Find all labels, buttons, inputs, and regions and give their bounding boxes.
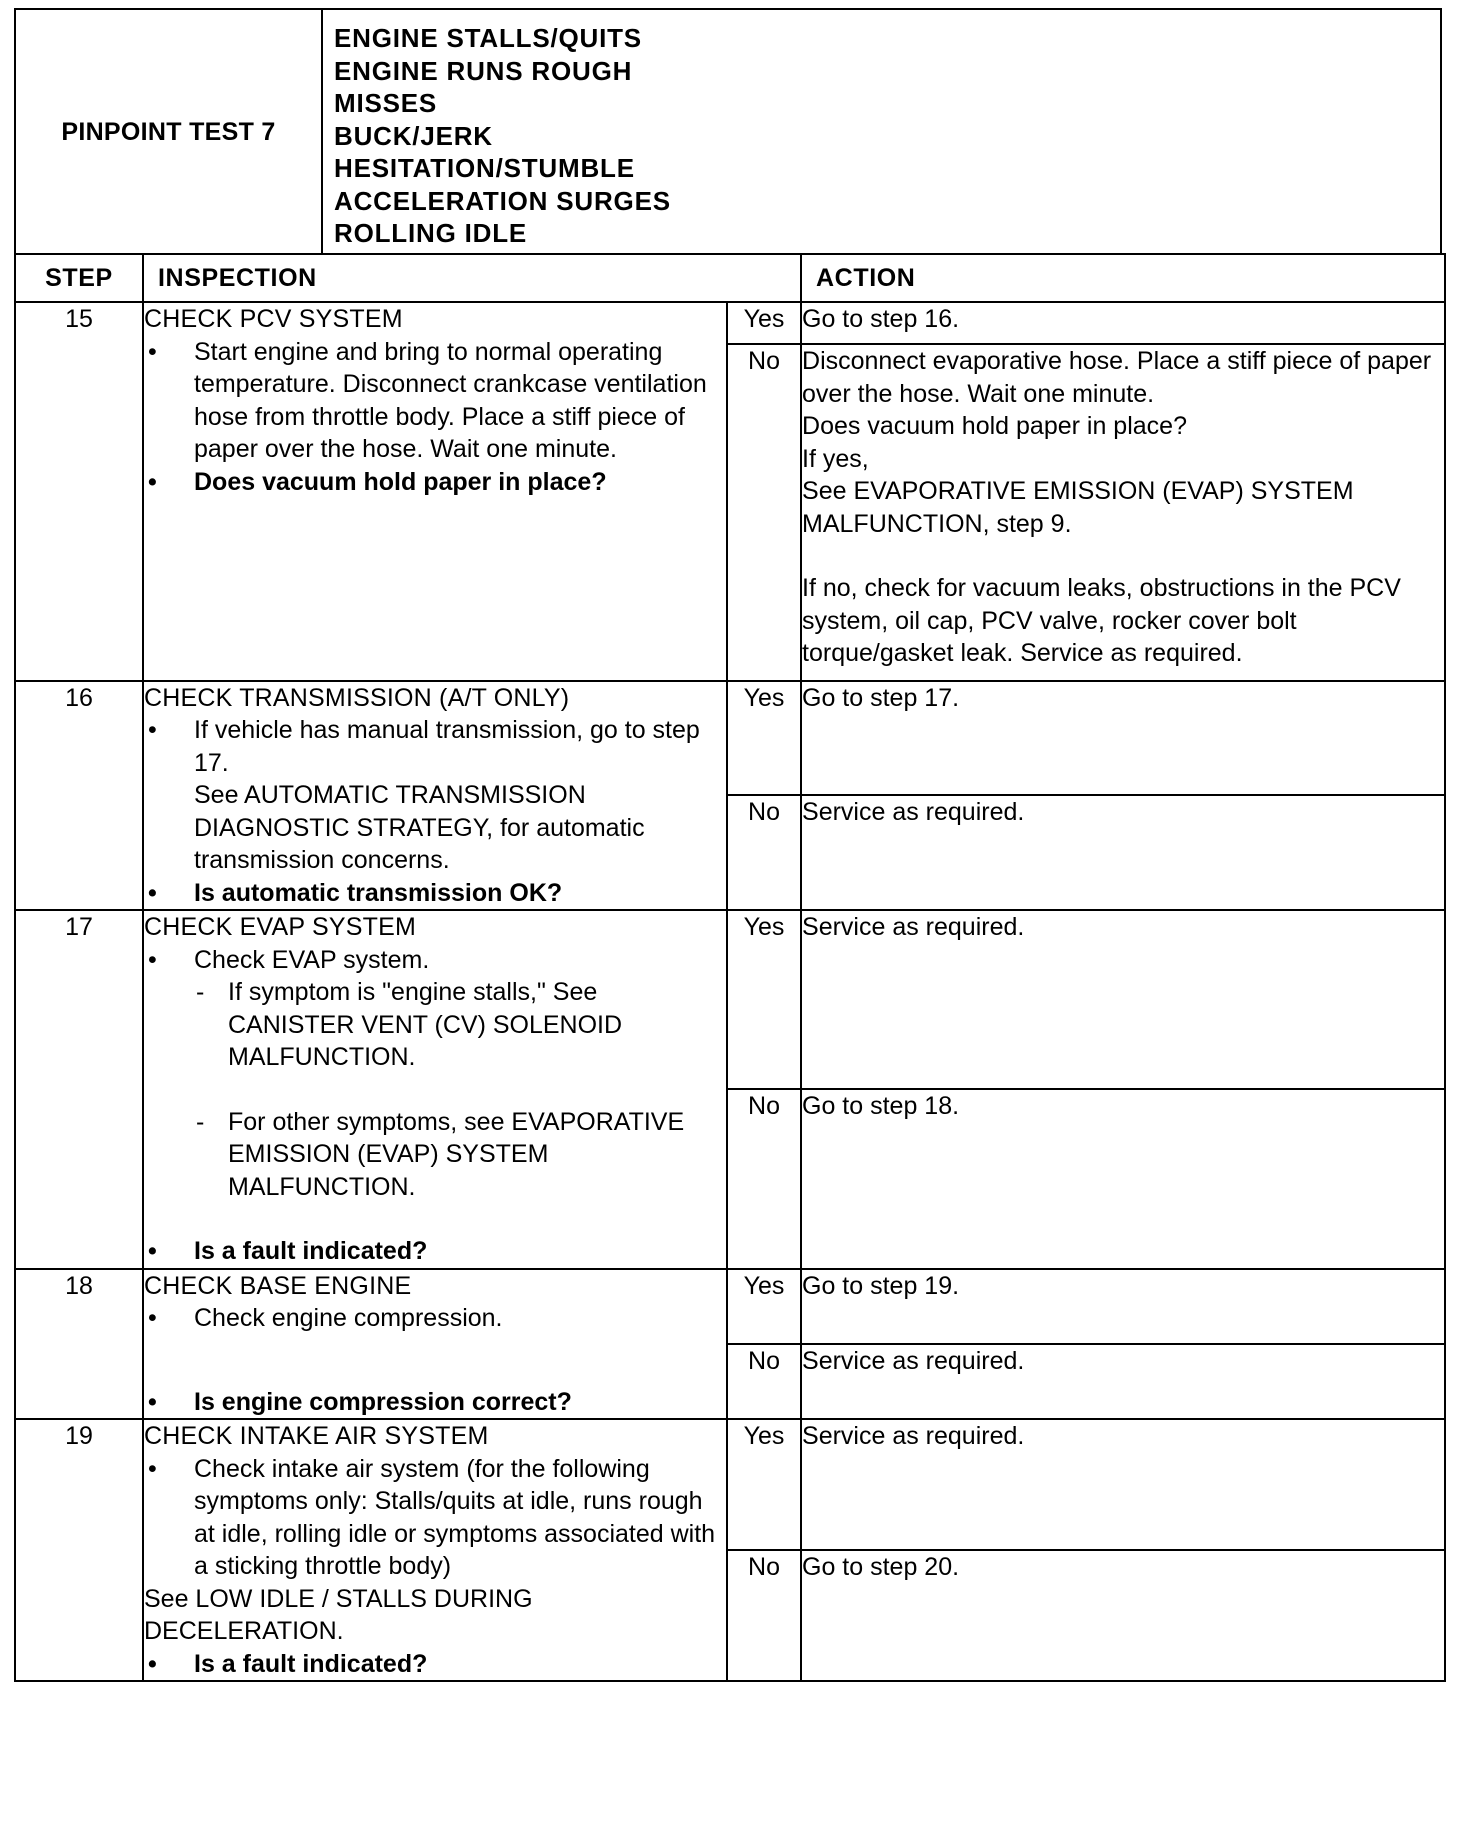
inspection-reference: See LOW IDLE / STALLS DURING DECELERATION. — [144, 1584, 533, 1645]
test-header — [14, 8, 1442, 253]
symptom-list — [334, 22, 671, 250]
step-number: 18 — [15, 1269, 143, 1420]
table-row — [15, 681, 1445, 796]
no-action-line: If no, check for vacuum leaks, obstructions in the PCV system, oil cap, PCV valve, rocker cover bolt torque/gasket leak. Service as required. — [802, 574, 1401, 667]
no-label: No — [727, 795, 801, 910]
symptom-item: ENGINE RUNS ROUGH — [334, 55, 633, 86]
inspection-subitem: - If symptom is "engine stalls," See CANISTER VENT (CV) SOLENOID MALFUNCTION. — [144, 976, 726, 1074]
inspection-bullet: • Check intake air system (for the following symptoms only: Stalls/quits at idle, runs rough at idle, rolling idle or symptoms associated with a sticking throttle body) — [144, 1453, 726, 1583]
table-row — [15, 1269, 1445, 1344]
no-action: Service as required. — [801, 1344, 1445, 1419]
inspection-bullet: • If vehicle has manual transmission, go to step 17. — [144, 714, 726, 779]
no-label: No — [727, 1089, 801, 1268]
table-row — [15, 302, 1445, 344]
inspection-cell — [143, 681, 727, 911]
no-label: No — [727, 1550, 801, 1681]
yes-label: Yes — [727, 681, 801, 796]
inspection-cell — [143, 302, 727, 681]
table-header-row — [15, 254, 1445, 302]
inspection-reference: See AUTOMATIC TRANSMISSION DIAGNOSTIC STRATEGY, for automatic transmission concerns. — [194, 781, 645, 874]
no-action — [801, 344, 1445, 681]
symptom-item: MISSES — [334, 88, 438, 118]
yes-action: Service as required. — [801, 910, 1445, 1089]
step-number: 16 — [15, 681, 143, 911]
test-name: PINPOINT TEST 7 — [16, 10, 323, 255]
yes-label: Yes — [727, 910, 801, 1089]
table-row — [15, 1419, 1445, 1550]
inspection-bullet: • Check EVAP system. — [144, 944, 726, 977]
inspection-question: • Is a fault indicated? — [144, 1648, 726, 1681]
yes-action: Service as required. — [801, 1419, 1445, 1550]
step-number: 19 — [15, 1419, 143, 1681]
inspection-cell — [143, 910, 727, 1269]
no-action: Service as required. — [801, 795, 1445, 910]
yes-label: Yes — [727, 1269, 801, 1344]
inspection-subitem: - For other symptoms, see EVAPORATIVE EMISSION (EVAP) SYSTEM MALFUNCTION. — [144, 1106, 726, 1204]
symptom-item: ENGINE STALLS/QUITS — [334, 23, 642, 53]
step-number: 17 — [15, 910, 143, 1269]
symptom-item: ROLLING IDLE — [334, 218, 528, 248]
pinpoint-test-page — [14, 8, 1444, 1814]
inspection-cell — [143, 1269, 727, 1420]
step-column-header: STEP — [15, 254, 143, 302]
no-action-line: Does vacuum hold paper in place? — [802, 412, 1187, 440]
no-action: Go to step 18. — [801, 1089, 1445, 1268]
yes-action: Go to step 17. — [801, 681, 1445, 796]
inspection-column-header: INSPECTION — [143, 254, 801, 302]
symptom-item: BUCK/JERK — [334, 120, 493, 151]
yes-label: Yes — [727, 1419, 801, 1550]
no-label: No — [727, 344, 801, 681]
step-title: CHECK INTAKE AIR SYSTEM — [144, 1422, 489, 1450]
inspection-question: • Is automatic transmission OK? — [144, 877, 726, 910]
symptom-item: ACCELERATION SURGES — [334, 185, 671, 216]
step-title: CHECK EVAP SYSTEM — [144, 913, 416, 941]
inspection-bullet: • Check engine compression. — [144, 1302, 726, 1335]
action-column-header: ACTION — [801, 254, 1445, 302]
no-action-line: If yes, — [802, 444, 869, 473]
inspection-question: • Does vacuum hold paper in place? — [144, 466, 726, 499]
no-action-line: See EVAPORATIVE EMISSION (EVAP) SYSTEM MALFUNCTION, step 9. — [802, 477, 1354, 538]
steps-table — [14, 253, 1446, 1682]
step-number: 15 — [15, 302, 143, 681]
step-title: CHECK PCV SYSTEM — [144, 305, 403, 333]
symptom-item: HESITATION/STUMBLE — [334, 153, 635, 183]
no-label: No — [727, 1344, 801, 1419]
no-action-line: Disconnect evaporative hose. Place a stiff piece of paper over the hose. Wait one minute. — [802, 347, 1432, 408]
step-title: CHECK BASE ENGINE — [144, 1271, 412, 1300]
no-action: Go to step 20. — [801, 1550, 1445, 1681]
inspection-cell — [143, 1419, 727, 1681]
inspection-question: • Is a fault indicated? — [144, 1235, 726, 1268]
inspection-bullet: • Start engine and bring to normal operating temperature. Disconnect crankcase ventilation hose from throttle body. Place a stiff piece of paper over the hose. Wait one minute. — [144, 336, 726, 466]
yes-label: Yes — [727, 302, 801, 344]
table-row — [15, 910, 1445, 1089]
yes-action: Go to step 19. — [801, 1269, 1445, 1344]
yes-action: Go to step 16. — [801, 302, 1445, 344]
inspection-question: • Is engine compression correct? — [144, 1386, 726, 1419]
step-title: CHECK TRANSMISSION (A/T ONLY) — [144, 683, 570, 712]
